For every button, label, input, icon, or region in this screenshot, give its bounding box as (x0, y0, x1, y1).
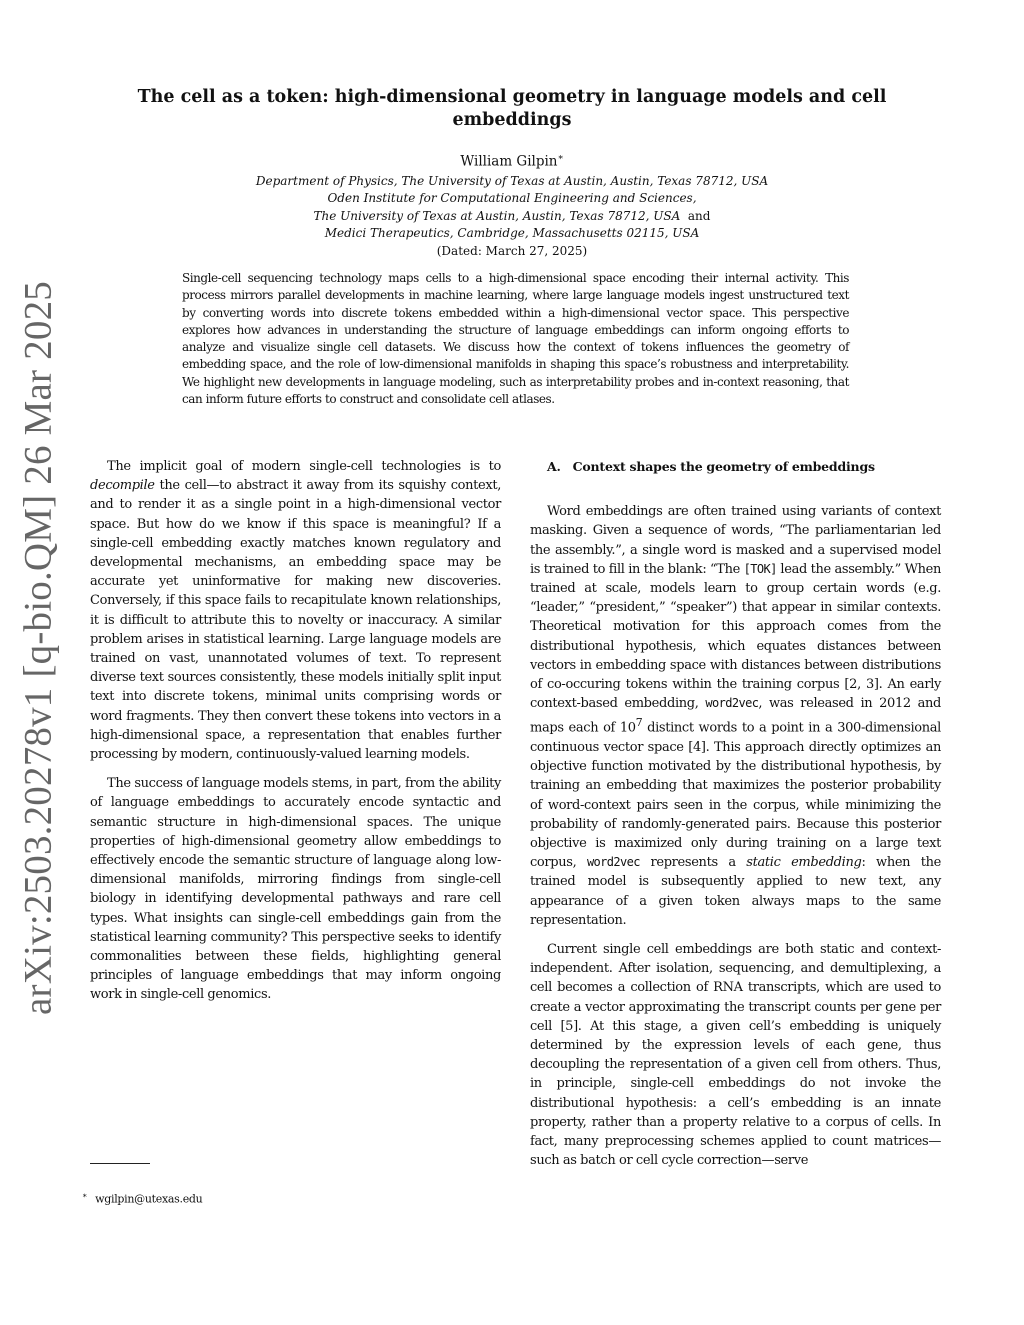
text-span: Word embeddings are often trained using variants of context masking. Given a sequence of words, “The parliamentarian led the assembly.”, a single word is masked and a supervised model is trained to fill in the blank: “The (530, 504, 941, 577)
author-footnote-mark: ∗ (557, 153, 564, 163)
body-paragraph: The success of language models stems, in part, from the ability of language embeddings to accurately encode syntactic and semantic structure in high-dimensional spaces. The unique properties of high-dimensional geometry allow embeddings to effectively encode the semantic structure of language along low-dimensional manifolds, mirroring findings from single-cell biology in identifying developmental pathways and rare cell types. What insights can single-cell embeddings gain from the statistical learning community? This perspective seeks to identify commonalities between these fields, highlighting general principles of language embeddings that may inform ongoing work in single-cell genomics. (90, 776, 501, 1003)
dated-line: (Dated: March 27, 2025) (436, 243, 588, 258)
right-column (530, 457, 941, 1170)
paper-title: The cell as a token: high-dimensional geometry in language models and cell embeddings (137, 87, 887, 130)
text-span: represents a (639, 855, 747, 871)
text-span: distinct words to a point in a 300-dimensional continuous vector space [4]. This approach directly optimizes an objective function motivated by the distributional hypothesis, by training an embedding that maximizes the posterior probability of word-context pairs seen in the corpus, while minimizing the probability of randomly-generated pairs. Because this posterior objective is maximized only during training on a large text corpus, (530, 720, 941, 871)
body-paragraph (90, 457, 501, 764)
left-column (90, 457, 501, 1005)
code-word2vec: word2vec (586, 855, 640, 870)
arxiv-identifier-text: arXiv:2503.20278v1 [q-bio.QM] 26 Mar 2025 (16, 281, 60, 1015)
emphasis-decompile: decompile (90, 478, 155, 494)
affiliation-line: Medici Therapeutics, Cambridge, Massachusetts 02115, USA (324, 226, 700, 241)
text-span: lead the assembly.” When trained at scale, models learn to group certain words (e.g. “leader,” “president,” “speaker”) that appear in similar contexts. Theoretical motivation for this approach comes from the distributional hypothesis, which equates distances between vectors in embedding space with distances between distributions of co-occuring tokens within the training corpus [2, 3]. An early context-based embedding, (530, 561, 942, 712)
text-span: , was released in 2012 and maps each of 10 (530, 696, 941, 736)
code-token: [TOK] (743, 561, 777, 576)
footnote-mark: ∗ (82, 1191, 88, 1200)
arxiv-identifier (2, 281, 74, 1015)
affiliation-line: Department of Physics, The University of Texas at Austin, Austin, Texas 78712, USA (255, 174, 769, 188)
abstract: Single-cell sequencing technology maps cells to a high-dimensional space encoding their internal activity. This process mirrors parallel developments in machine learning, where large language models ingest unstructured text by converting words into discrete tokens embedded within a high-dimensional vector space. This perspective explores how advances in understanding the structure of language embeddings can inform ongoing efforts to analyze and visualize single cell datasets. We discuss how the context of tokens influences the geometry of embedding space, and the role of low-dimensional manifolds in shaping this space’s robustness and interpretability. We highlight new developments in language modeling, such as interpretability probes and in-context reasoning, that can inform future efforts to construct and consolidate cell atlases. (182, 271, 849, 407)
affiliation-line-text: The University of Texas at Austin, Austin, Texas 78712, USA (313, 208, 681, 223)
footnote (82, 1191, 202, 1206)
section-title: Context shapes the geometry of embeddings (572, 459, 875, 474)
exponent: 7 (635, 716, 643, 730)
section-heading (530, 457, 941, 476)
text-span: : when the trained model is subsequently applied to new text, any appearance of a given token always maps to the same representation. (530, 855, 942, 928)
body-paragraph (530, 502, 941, 930)
affiliations (0, 173, 1024, 260)
footnote-rule (90, 1163, 150, 1164)
section-number: A. (547, 459, 561, 474)
emphasis-static-embedding: static embedding (746, 855, 862, 871)
author-line (0, 153, 1024, 170)
author-name: William Gilpin (460, 153, 558, 170)
affiliation-and: and (687, 208, 711, 223)
text-span: The implicit goal of modern single-cell technologies is to (107, 459, 501, 474)
text-span: the cell—to abstract it away from its squishy context, and to render it as a single point in a high-dimensional vector space. But how do we know if this space is meaningful? If a single-cell embedding exactly matches known regulatory and developmental mechanisms, an embedding space may be accurate yet uninformative for making new discoveries. Conversely, if this space fails to recapitulate known relationships, it is difficult to attribute this to novelty or inaccuracy. A similar problem arises in statistical learning. Large language models are trained on vast, unannotated volumes of text. To represent diverse text sources consistently, these models initially split input text into discrete tokens, minimal units comprising words or word fragments. They then convert these tokens into vectors in a high-dimensional space, a representation that enables further processing by modern, continuously-valued learning models. (90, 478, 501, 763)
affiliation-line (0, 208, 1024, 225)
affiliation-line: Oden Institute for Computational Engineering and Sciences, (327, 191, 697, 206)
code-word2vec: word2vec (705, 696, 759, 711)
body-paragraph: Current single cell embeddings are both static and context-independent. After isolation, sequencing, and demultiplexing, a cell becomes a collection of RNA transcripts, which are used to create a vector approximating the transcript counts per gene per cell [5]. At this stage, a given cell’s embedding is uniquely determined by the expression levels of each gene, thus decoupling the representation of a given cell from others. Thus, in principle, single-cell embeddings do not invoke the distributional hypothesis: a cell’s embedding is an innate property, rather than a property relative to a corpus of cells. In fact, many preprocessing schemes applied to count matrices—such as batch or cell cycle correction—serve (530, 942, 941, 1169)
email-link[interactable]: wgilpin@utexas.edu (95, 1192, 203, 1206)
